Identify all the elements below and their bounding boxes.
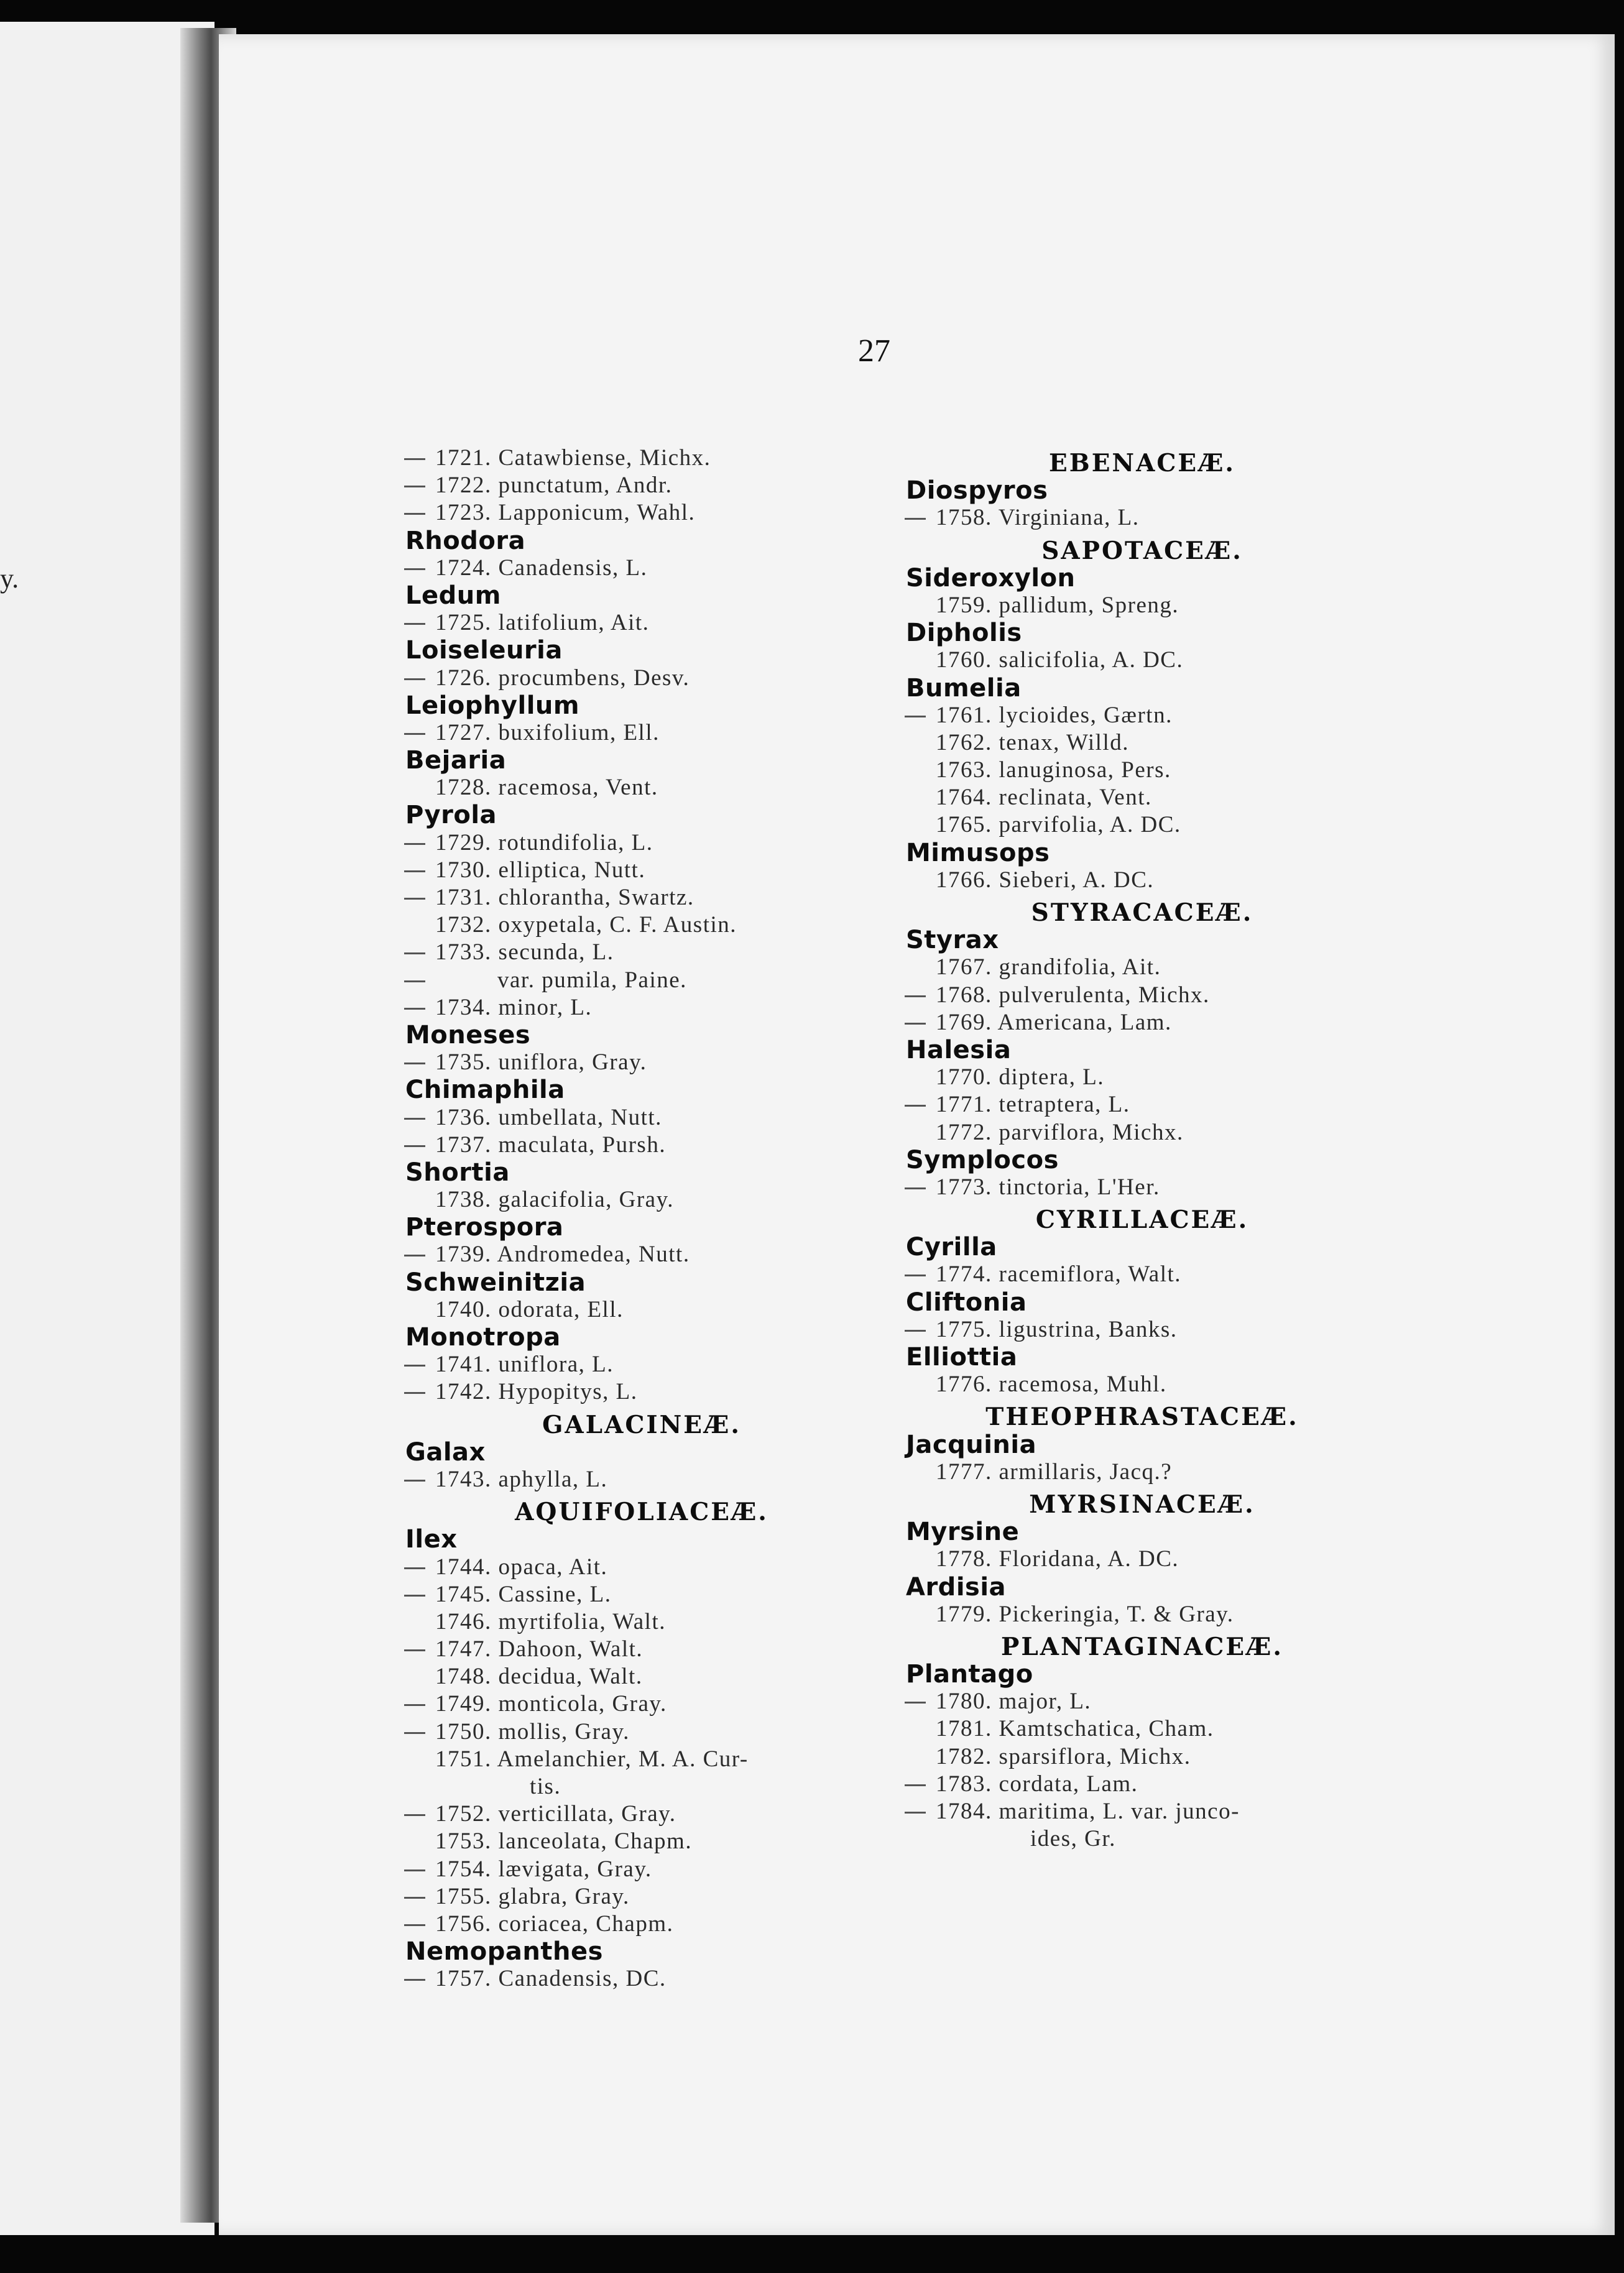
genus-heading: Loiseleuria [405, 636, 563, 665]
species-entry: 1757. Canadensis, DC. [405, 1965, 878, 1993]
family-heading: SAPOTACEÆ. [1041, 536, 1243, 565]
species-entry: 1779. Pickeringia, T. & Gray. [936, 1601, 1234, 1627]
species-entry: 1751. Amelanchier, M. A. Cur- [435, 1746, 749, 1772]
genus-heading: Moneses [405, 1020, 531, 1049]
genus-heading: Chimaphila [405, 1076, 565, 1105]
species-entry: 1753. lanceolata, Chapm. [435, 1828, 693, 1855]
species-entry: 1741. uniflora, L. [405, 1351, 878, 1378]
species-entry: 1730. elliptica, Nutt. [405, 857, 878, 884]
species-entry: 1761. lycioides, Gærtn. [906, 702, 1378, 729]
species-entry: 1721. Catawbiense, Michx. [405, 445, 878, 472]
species-entry: 1747. Dahoon, Walt. [405, 1636, 878, 1663]
species-entry: 1749. monticola, Gray. [405, 1690, 878, 1718]
family-heading: MYRSINACEÆ. [1029, 1490, 1255, 1519]
genus-heading: Ledum [405, 581, 501, 610]
genus-heading: Halesia [906, 1035, 1012, 1064]
family-heading: THEOPHRASTACEÆ. [985, 1403, 1299, 1432]
species-entry: 1769. Americana, Lam. [906, 1009, 1378, 1036]
genus-heading: Ilex [405, 1525, 458, 1554]
genus-heading: Myrsine [906, 1518, 1020, 1547]
species-entry: 1732. oxypetala, C. F. Austin. [435, 912, 737, 938]
species-entry-continuation: ides, Gr. [1030, 1826, 1116, 1852]
genus-heading: Dipholis [906, 619, 1022, 648]
left-column [405, 445, 878, 1993]
species-entry: 1722. punctatum, Andr. [405, 472, 878, 499]
family-heading: PLANTAGINACEÆ. [1001, 1632, 1283, 1661]
species-entry: 1783. cordata, Lam. [906, 1771, 1378, 1798]
species-entry: 1755. glabra, Gray. [405, 1883, 878, 1911]
species-entry: 1724. Canadensis, L. [405, 555, 878, 582]
species-entry: 1729. rotundifolia, L. [405, 829, 878, 857]
species-entry: 1759. pallidum, Spreng. [936, 592, 1179, 618]
species-entry: 1740. odorata, Ell. [435, 1296, 624, 1322]
species-entry: 1728. racemosa, Vent. [435, 775, 658, 801]
genus-heading: Leiophyllum [405, 691, 580, 720]
species-entry: 1780. major, L. [906, 1688, 1378, 1715]
genus-heading: Pterospora [405, 1213, 564, 1242]
book-page [219, 34, 1615, 2235]
species-entry: 1725. latifolium, Ait. [405, 609, 878, 637]
species-entry: 1765. parvifolia, A. DC. [936, 812, 1181, 838]
genus-heading: Diospyros [906, 476, 1048, 505]
family-heading: CYRILLACEÆ. [1035, 1206, 1249, 1235]
species-entry: 1733. secunda, L. [405, 939, 878, 966]
genus-heading: Styrax [906, 926, 999, 955]
species-entry: 1744. opaca, Ait. [405, 1554, 878, 1581]
page-number: 27 [858, 333, 890, 369]
genus-heading: Schweinitzia [405, 1268, 586, 1297]
species-entry: 1742. Hypopitys, L. [405, 1378, 878, 1406]
species-entry: 1758. Virginiana, L. [906, 504, 1378, 532]
genus-heading: Ardisia [906, 1572, 1007, 1602]
species-entry: 1781. Kamtschatica, Cham. [936, 1716, 1214, 1742]
species-entry: 1731. chlorantha, Swartz. [405, 884, 878, 911]
species-entry: 1743. aphylla, L. [405, 1466, 878, 1493]
genus-heading: Cyrilla [906, 1233, 997, 1262]
species-entry: 1748. decidua, Walt. [435, 1664, 643, 1690]
species-entry: 1726. procumbens, Desv. [405, 665, 878, 692]
species-entry: 1739. Andromedea, Nutt. [405, 1241, 878, 1268]
genus-heading: Jacquinia [906, 1430, 1037, 1459]
genus-heading: Cliftonia [906, 1288, 1027, 1317]
genus-heading: Shortia [405, 1158, 510, 1187]
species-entry: 1738. galacifolia, Gray. [435, 1187, 674, 1213]
species-entry: 1775. ligustrina, Banks. [906, 1316, 1378, 1344]
genus-heading: Plantago [906, 1660, 1033, 1689]
family-heading: EBENACEÆ. [1049, 449, 1235, 477]
genus-heading: Bejaria [405, 746, 507, 775]
species-entry: 1736. umbellata, Nutt. [405, 1104, 878, 1132]
genus-heading: Monotropa [405, 1323, 561, 1352]
species-entry: 1772. parviflora, Michx. [936, 1119, 1184, 1145]
species-entry: 1766. Sieberi, A. DC. [936, 867, 1155, 893]
family-heading: AQUIFOLIACEÆ. [515, 1498, 768, 1527]
species-entry: 1756. coriacea, Chapm. [405, 1911, 878, 1938]
species-entry: 1773. tinctoria, L'Her. [906, 1174, 1378, 1201]
species-entry: 1754. lævigata, Gray. [405, 1856, 878, 1883]
genus-heading: Rhodora [405, 526, 526, 555]
species-entry: 1776. racemosa, Muhl. [936, 1372, 1167, 1398]
species-entry: 1777. armillaris, Jacq.? [936, 1459, 1173, 1485]
species-entry: 1767. grandifolia, Ait. [936, 954, 1161, 980]
genus-heading: Symplocos [906, 1145, 1059, 1174]
species-entry: 1784. maritima, L. var. junco- [906, 1798, 1378, 1825]
genus-heading: Nemopanthes [405, 1937, 603, 1966]
genus-heading: Galax [405, 1437, 486, 1467]
genus-heading: Sideroxylon [906, 563, 1076, 592]
species-entry: 1762. tenax, Willd. [936, 729, 1129, 755]
species-entry: 1768. pulverulenta, Michx. [906, 982, 1378, 1009]
species-entry: 1737. maculata, Pursh. [405, 1132, 878, 1159]
genus-heading: Elliottia [906, 1343, 1018, 1372]
species-entry: 1771. tetraptera, L. [906, 1091, 1378, 1118]
species-entry: 1752. verticillata, Gray. [405, 1800, 878, 1828]
species-entry: 1763. lanuginosa, Pers. [936, 757, 1171, 783]
family-heading: GALACINEÆ. [542, 1410, 741, 1439]
species-entry: 1764. reclinata, Vent. [936, 785, 1152, 811]
species-entry: 1778. Floridana, A. DC. [936, 1546, 1179, 1572]
species-entry: 1727. buxifolium, Ell. [405, 719, 878, 747]
species-entry: 1745. Cassine, L. [405, 1581, 878, 1608]
species-entry: 1750. mollis, Gray. [405, 1718, 878, 1746]
species-entry: 1735. uniflora, Gray. [405, 1049, 878, 1076]
right-column [906, 445, 1378, 1853]
species-entry: 1770. diptera, L. [936, 1064, 1105, 1090]
genus-heading: Pyrola [405, 801, 497, 830]
facing-page-edge-text: y. [0, 563, 19, 594]
genus-heading: Bumelia [906, 673, 1022, 703]
species-entry: 1760. salicifolia, A. DC. [936, 647, 1184, 673]
family-heading: STYRACACEÆ. [1031, 898, 1253, 927]
species-entry: 1734. minor, L. [405, 994, 878, 1021]
species-entry: 1723. Lapponicum, Wahl. [405, 499, 878, 527]
species-entry: 1782. sparsiflora, Michx. [936, 1743, 1191, 1769]
species-entry: 1774. racemiflora, Walt. [906, 1261, 1378, 1288]
variety-entry: var. pumila, Paine. [405, 967, 878, 994]
species-entry-continuation: tis. [530, 1774, 561, 1799]
genus-heading: Mimusops [906, 838, 1050, 867]
species-entry: 1746. myrtifolia, Walt. [435, 1608, 666, 1634]
